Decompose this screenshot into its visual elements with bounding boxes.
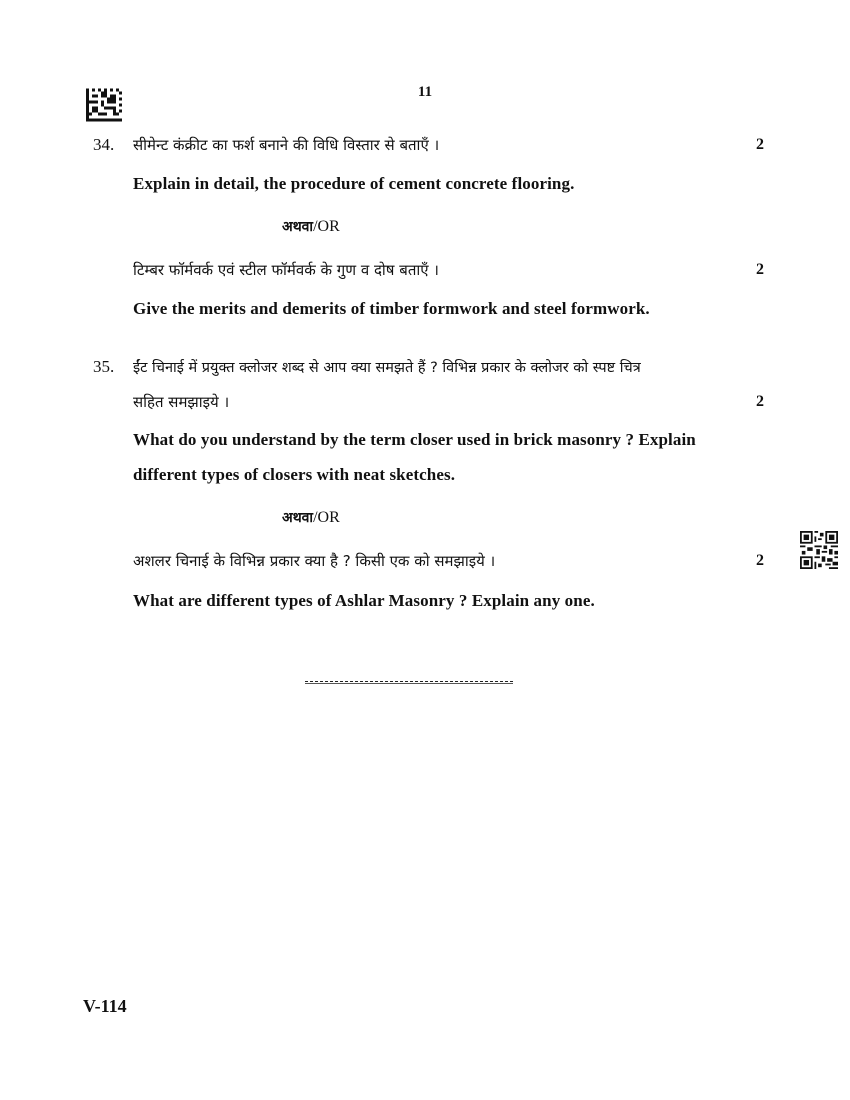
- or-label-english: /OR: [313, 509, 340, 526]
- or-label-english: /OR: [313, 218, 340, 235]
- or-label-hindi: अथवा: [282, 510, 314, 526]
- end-of-paper-rule: [305, 681, 513, 682]
- question-number-34: 34.: [93, 135, 115, 154]
- question-35-alt-marks: 2: [756, 552, 764, 569]
- question-34-hindi: सीमेन्ट कंक्रीट का फर्श बनाने की विधि विस्तार से बताएँ ।: [133, 136, 440, 154]
- question-35-hindi-line2: सहित समझाइये ।: [133, 393, 230, 411]
- question-35-english-line2: different types of closers with neat sketches.: [133, 465, 456, 484]
- qr-code-icon: [800, 531, 838, 569]
- question-34-alt-english: Give the merits and demerits of timber formwork and steel formwork.: [133, 299, 650, 318]
- question-number-35: 35.: [93, 357, 115, 376]
- question-35-alt-hindi: अशलर चिनाई के विभिन्न प्रकार क्या है ? किसी एक को समझाइये ।: [133, 552, 496, 570]
- question-34-marks: 2: [756, 136, 764, 153]
- question-35-english-line1: What do you understand by the term closer used in brick masonry ? Explain: [133, 430, 696, 449]
- question-34-alt-hindi: टिम्बर फॉर्मवर्क एवं स्टील फॉर्मवर्क के गुण व दोष बताएँ ।: [133, 261, 439, 279]
- paper-code: V-114: [83, 996, 127, 1016]
- page-number: 11: [417, 84, 433, 100]
- question-35-hindi-line1: ईंट चिनाई में प्रयुक्त क्लोजर शब्द से आप क्या समझते हैं ? विभिन्न प्रकार के क्लोजर को स्पष्ट चित्र: [133, 360, 641, 376]
- question-34-english: Explain in detail, the procedure of cement concrete flooring.: [133, 174, 575, 193]
- or-label-hindi: अथवा: [282, 219, 314, 235]
- or-label-34: [282, 217, 340, 236]
- question-35-alt-english: What are different types of Ashlar Masonry ? Explain any one.: [133, 591, 595, 610]
- question-35-marks: 2: [756, 393, 764, 410]
- end-of-paper-rule-underline: [305, 683, 513, 684]
- or-label-35: [282, 508, 340, 527]
- question-34-alt-marks: 2: [756, 261, 764, 278]
